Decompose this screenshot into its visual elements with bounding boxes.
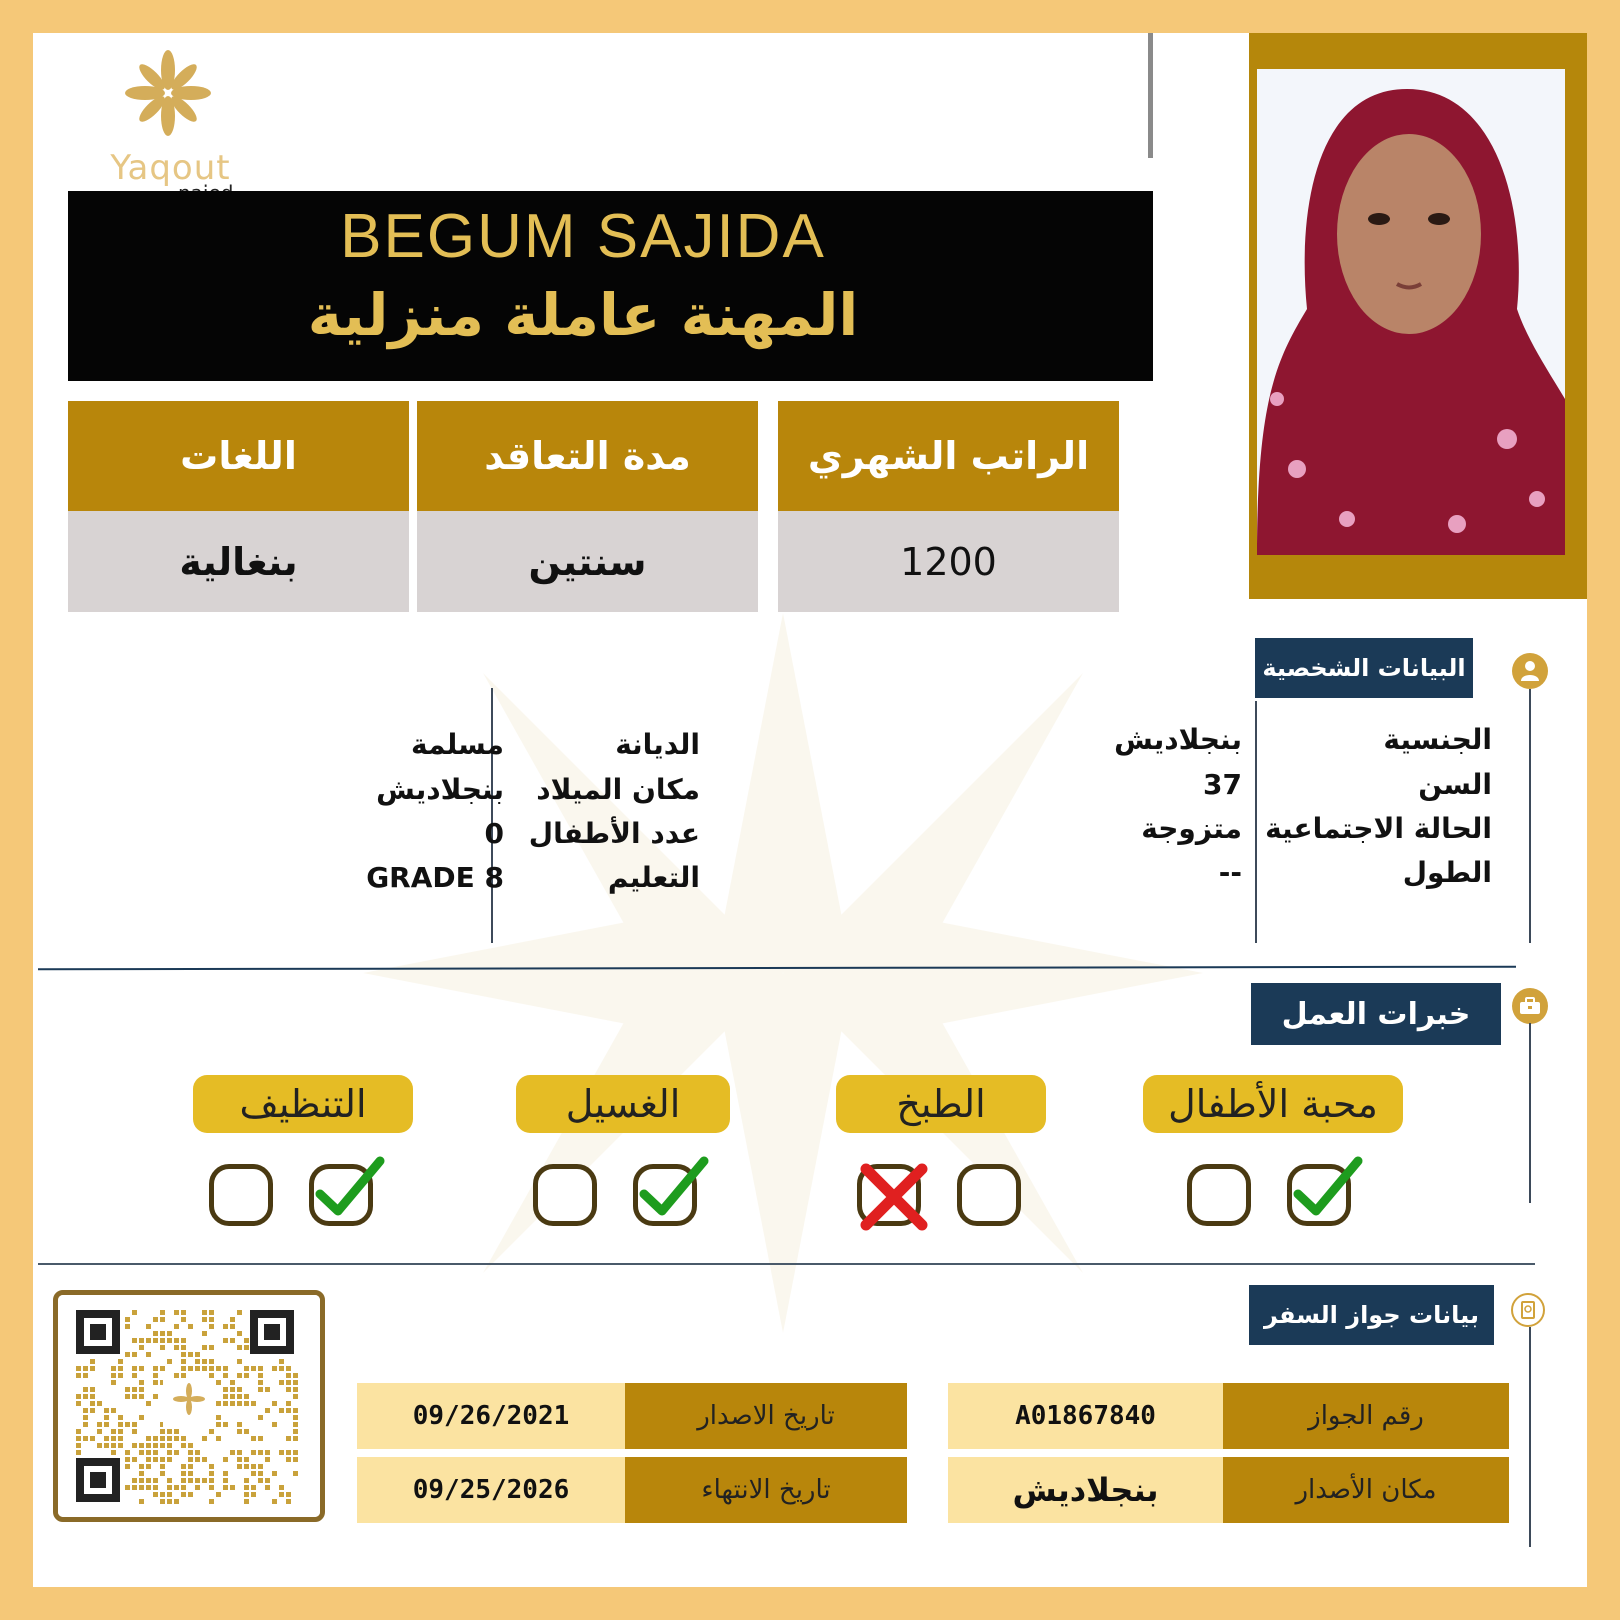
personal-divider-right [1255,701,1257,943]
skill-washing-pill: الغسيل [516,1075,730,1133]
age-value: 37 [1203,768,1242,801]
section-separator-2 [38,1263,1535,1265]
children-label: عدد الأطفال [528,817,700,850]
candidate-photo [1257,69,1565,555]
brand-logo [83,43,283,203]
religion-label: الديانة [615,728,700,761]
issue-place-label: مكان الأصدار [1223,1457,1509,1523]
children-value: 0 [484,817,504,850]
birthplace-value: بنجلاديش [376,773,504,806]
skill-cleaning-pill: التنظيف [193,1075,413,1133]
photo-frame [1249,33,1587,599]
issue-date-label: تاريخ الاصدار [625,1383,907,1449]
personal-section-title: البيانات الشخصية [1255,638,1473,698]
qr-code-image [58,1295,320,1517]
salary-label: الراتب الشهري [778,401,1119,511]
education-value: GRADE 8 [366,861,504,894]
marital-label: الحالة الاجتماعية [1265,812,1492,845]
languages-box [68,401,409,612]
expiry-date-label: تاريخ الانتهاء [625,1457,907,1523]
personal-timeline [1529,689,1531,943]
cross-icon [854,1157,934,1237]
contract-box [417,401,758,612]
passport-number-label: رقم الجواز [1223,1383,1509,1449]
background-star-watermark [333,593,1233,1353]
cleaning-yes-checkbox [309,1164,373,1226]
issue-date-value: 09/26/2021 [357,1383,625,1449]
passport-icon [1511,1293,1545,1327]
contract-label: مدة التعاقد [417,401,758,511]
cleaning-no-checkbox [209,1164,273,1226]
check-icon [634,1149,714,1229]
height-value: -- [1218,856,1242,889]
birthplace-label: مكان الميلاد [536,773,700,806]
passport-section-title: بيانات جواز السفر [1249,1285,1494,1345]
experience-timeline [1529,1023,1531,1203]
experience-section-title: خبرات العمل [1251,983,1501,1045]
personal-divider-left [491,688,493,943]
salary-box [778,401,1119,612]
issue-place-value: بنجلاديش [948,1457,1223,1523]
brand-name: Yaqout [110,148,231,188]
contract-value: سنتين [417,511,758,612]
candidate-profession: المهنة عاملة منزلية [307,281,859,349]
washing-yes-checkbox [633,1164,697,1226]
person-icon [1512,653,1548,689]
nationality-label: الجنسية [1383,723,1492,756]
cv-card [33,33,1587,1587]
height-label: الطول [1402,856,1492,889]
candidate-name: BEGUM SAJIDA [340,202,826,271]
religion-value: مسلمة [410,728,504,761]
briefcase-icon [1512,988,1548,1024]
marital-value: متزوجة [1141,812,1242,845]
top-divider [1148,33,1153,158]
check-icon [310,1149,390,1229]
salary-value: 1200 [778,511,1119,612]
childcare-yes-checkbox [1287,1164,1351,1226]
skill-cooking-pill: الطبخ [836,1075,1046,1133]
cooking-no-checkbox [857,1164,921,1226]
name-banner [68,191,1153,381]
washing-no-checkbox [533,1164,597,1226]
languages-value: بنغالية [68,511,409,612]
check-icon [1288,1149,1368,1229]
flower-logo-icon [123,48,213,138]
cooking-yes-checkbox [957,1164,1021,1226]
childcare-no-checkbox [1187,1164,1251,1226]
qr-code[interactable] [53,1290,325,1522]
languages-label: اللغات [68,401,409,511]
passport-number-value: A01867840 [948,1383,1223,1449]
nationality-value: بنجلاديش [1114,723,1242,756]
age-label: السن [1418,768,1492,801]
skill-childcare-pill: محبة الأطفال [1143,1075,1403,1133]
expiry-date-value: 09/25/2026 [357,1457,625,1523]
passport-timeline [1529,1327,1531,1547]
education-label: التعليم [607,861,700,894]
